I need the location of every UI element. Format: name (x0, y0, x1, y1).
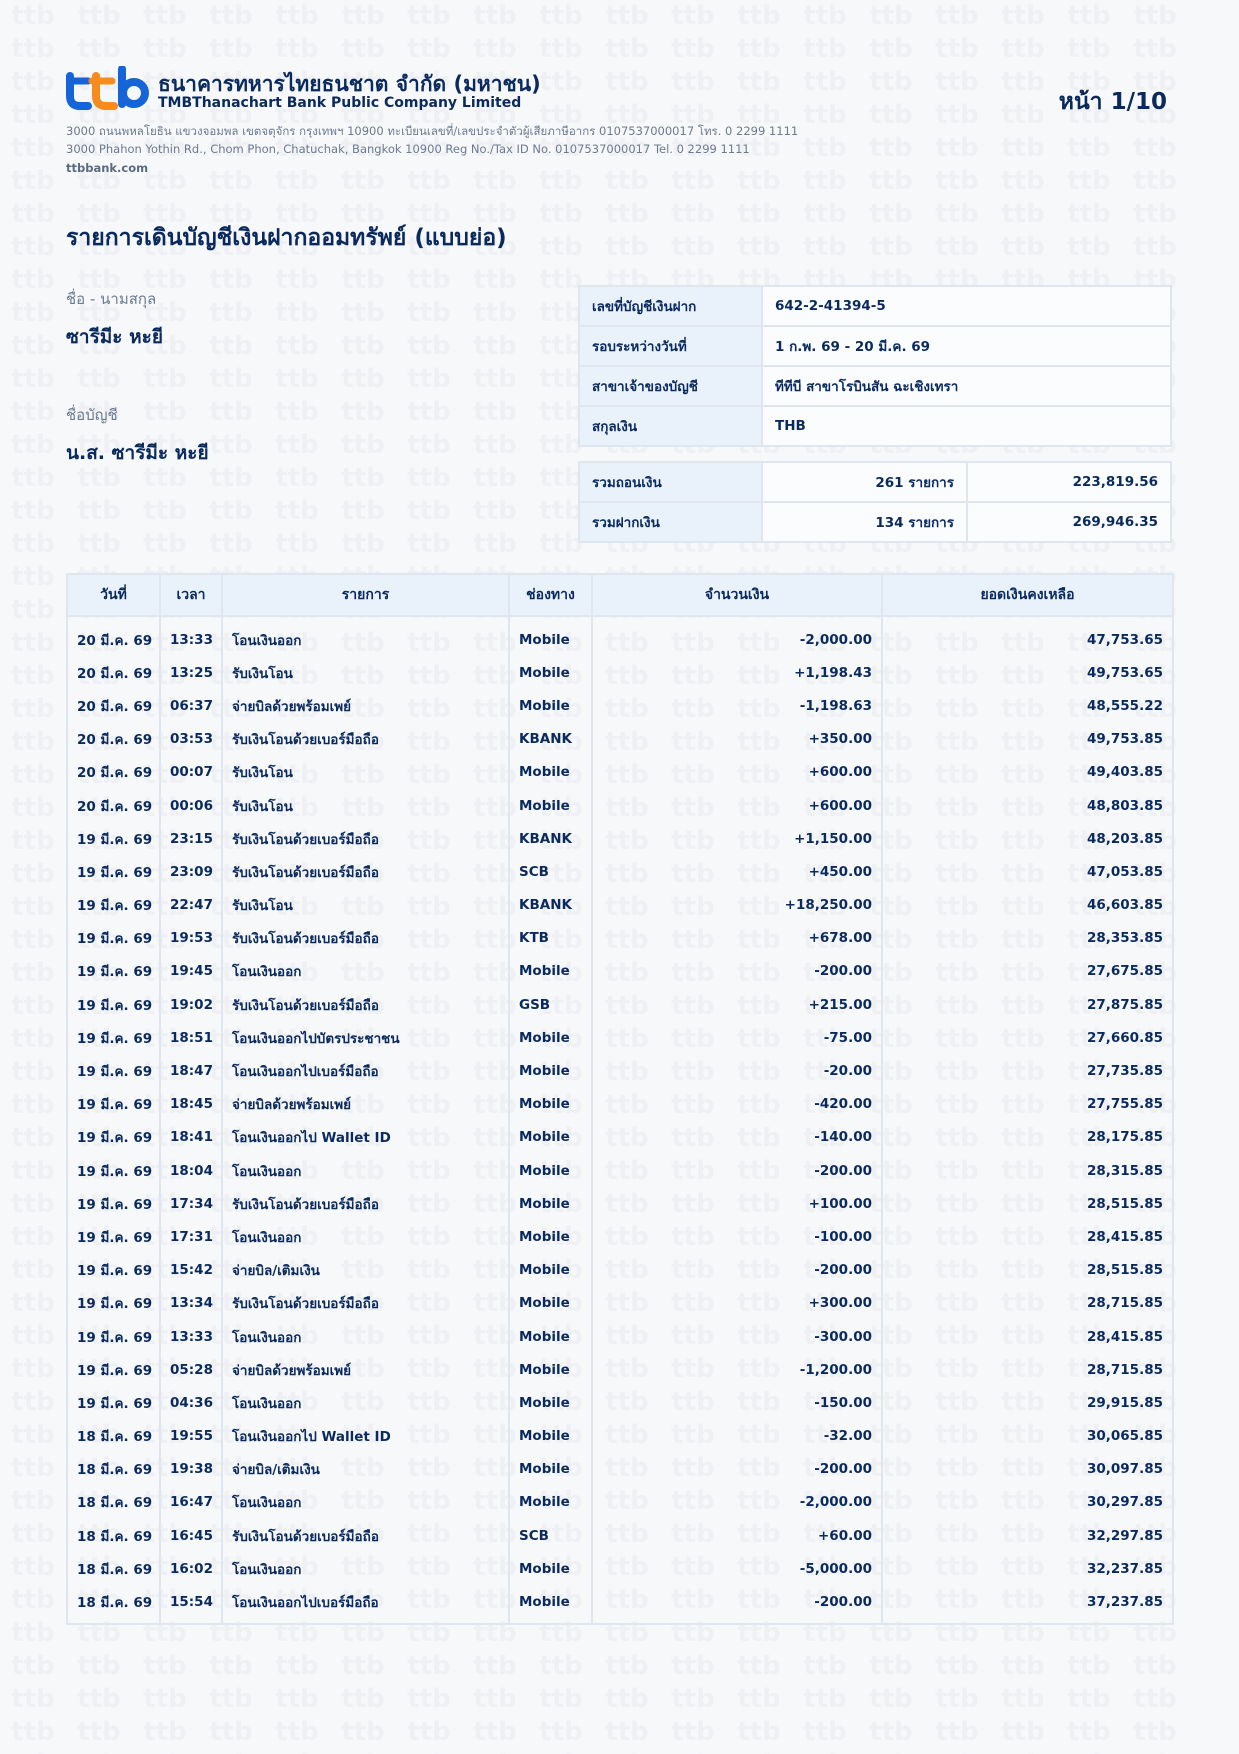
table-row (67, 1453, 1173, 1486)
account-info-row (579, 326, 1171, 366)
table-row (67, 1187, 1173, 1220)
deposit-summary-row (579, 502, 1171, 542)
date-cell: 18 มี.ค. 69 (67, 1420, 160, 1453)
table-row (67, 822, 1173, 855)
balance-cell: 28,515.85 (882, 1187, 1173, 1220)
table-row (67, 723, 1173, 756)
col-header-amount: จำนวนเงิน (592, 574, 882, 616)
balance-cell: 46,603.85 (882, 889, 1173, 922)
address-th: 3000 ถนนพหลโยธิน แขวงจอมพล เขตจตุจักร กรุงเทพฯ 10900 ทะเบียนเลขที่/เลขประจำตัวผู้เสียภาษีอากร 0107537000017 โทร. 0 2299 1111 (66, 124, 799, 138)
table-row (67, 1585, 1173, 1623)
table-row (67, 1519, 1173, 1552)
balance-cell: 49,753.85 (882, 723, 1173, 756)
amount-cell: -200.00 (592, 1453, 882, 1486)
table-row (67, 1021, 1173, 1054)
amount-cell: +100.00 (592, 1187, 882, 1220)
channel-cell: Mobile (509, 1320, 592, 1353)
time-cell: 18:04 (160, 1154, 222, 1187)
balance-cell: 47,753.65 (882, 616, 1173, 656)
date-cell: 20 มี.ค. 69 (67, 756, 160, 789)
date-cell: 20 มี.ค. 69 (67, 723, 160, 756)
col-header-channel: ช่องทาง (509, 574, 592, 616)
description-cell: จ่ายบิล/เติมเงิน (222, 1254, 509, 1287)
table-row (67, 855, 1173, 888)
table-row (67, 1386, 1173, 1419)
time-cell: 13:33 (160, 1320, 222, 1353)
amount-cell: +450.00 (592, 855, 882, 888)
channel-cell: Mobile (509, 1254, 592, 1287)
time-cell: 00:06 (160, 789, 222, 822)
time-cell: 13:25 (160, 656, 222, 689)
deposit-count: 134 รายการ (762, 502, 967, 542)
time-cell: 17:31 (160, 1220, 222, 1253)
col-header-description: รายการ (222, 574, 509, 616)
channel-cell: Mobile (509, 1220, 592, 1253)
amount-cell: +600.00 (592, 756, 882, 789)
time-cell: 18:51 (160, 1021, 222, 1054)
channel-cell: Mobile (509, 1486, 592, 1519)
balance-cell: 32,297.85 (882, 1519, 1173, 1552)
date-cell: 19 มี.ค. 69 (67, 1386, 160, 1419)
table-row (67, 1320, 1173, 1353)
date-cell: 19 มี.ค. 69 (67, 1187, 160, 1220)
description-cell: โอนเงินออก (222, 1386, 509, 1419)
balance-cell: 28,715.85 (882, 1353, 1173, 1386)
customer-name-label: ชื่อ - นามสกุล (66, 290, 157, 308)
time-cell: 06:37 (160, 689, 222, 722)
channel-cell: KTB (509, 922, 592, 955)
currency-label: สกุลเงิน (579, 406, 762, 446)
time-cell: 04:36 (160, 1386, 222, 1419)
address-en: 3000 Phahon Yothin Rd., Chom Phon, Chatuchak, Bangkok 10900 Reg No./Tax ID No. 0107537000017 Tel. 0 2299 1111 (66, 142, 750, 156)
time-cell: 03:53 (160, 723, 222, 756)
time-cell: 05:28 (160, 1353, 222, 1386)
description-cell: จ่ายบิลด้วยพร้อมเพย์ (222, 1088, 509, 1121)
balance-cell: 49,403.85 (882, 756, 1173, 789)
summary-table (578, 461, 1172, 543)
channel-cell: SCB (509, 1519, 592, 1552)
col-header-time: เวลา (160, 574, 222, 616)
time-cell: 13:34 (160, 1287, 222, 1320)
amount-cell: -75.00 (592, 1021, 882, 1054)
date-cell: 18 มี.ค. 69 (67, 1486, 160, 1519)
col-header-date: วันที่ (67, 574, 160, 616)
time-cell: 00:07 (160, 756, 222, 789)
date-cell: 19 มี.ค. 69 (67, 822, 160, 855)
time-cell: 19:55 (160, 1420, 222, 1453)
balance-cell: 28,515.85 (882, 1254, 1173, 1287)
time-cell: 23:15 (160, 822, 222, 855)
account-info-row (579, 366, 1171, 406)
amount-cell: -200.00 (592, 1254, 882, 1287)
account-name: น.ส. ซารีมีะ หะยี (66, 442, 209, 464)
amount-cell: +600.00 (592, 789, 882, 822)
bank-name-th: ธนาคารทหารไทยธนชาต จำกัด (มหาชน) (158, 72, 541, 96)
balance-cell: 28,415.85 (882, 1220, 1173, 1253)
amount-cell: +215.00 (592, 988, 882, 1021)
bank-website: ttbbank.com (66, 161, 149, 175)
channel-cell: Mobile (509, 1552, 592, 1585)
description-cell: รับเงินโอนด้วยเบอร์มือถือ (222, 855, 509, 888)
transactions-header-row (67, 574, 1173, 616)
account-info-table (578, 285, 1172, 447)
col-header-balance: ยอดเงินคงเหลือ (882, 574, 1173, 616)
time-cell: 19:53 (160, 922, 222, 955)
table-row (67, 1088, 1173, 1121)
amount-cell: +678.00 (592, 922, 882, 955)
balance-cell: 49,753.65 (882, 656, 1173, 689)
balance-cell: 29,915.85 (882, 1386, 1173, 1419)
bank-name-en: TMBThanachart Bank Public Company Limited (158, 95, 522, 111)
channel-cell: Mobile (509, 1021, 592, 1054)
channel-cell: Mobile (509, 1054, 592, 1087)
channel-cell: Mobile (509, 1187, 592, 1220)
date-cell: 19 มี.ค. 69 (67, 988, 160, 1021)
amount-cell: -1,198.63 (592, 689, 882, 722)
deposit-amount: 269,946.35 (967, 502, 1171, 542)
channel-cell: Mobile (509, 1121, 592, 1154)
channel-cell: Mobile (509, 1353, 592, 1386)
balance-cell: 27,755.85 (882, 1088, 1173, 1121)
document-title: รายการเดินบัญชีเงินฝากออมทรัพย์ (แบบย่อ) (66, 225, 507, 251)
balance-cell: 48,803.85 (882, 789, 1173, 822)
date-cell: 20 มี.ค. 69 (67, 656, 160, 689)
channel-cell: KBANK (509, 822, 592, 855)
account-info-row (579, 286, 1171, 326)
time-cell: 19:38 (160, 1453, 222, 1486)
table-row (67, 1552, 1173, 1585)
balance-cell: 27,675.85 (882, 955, 1173, 988)
amount-cell: -300.00 (592, 1320, 882, 1353)
amount-cell: -150.00 (592, 1386, 882, 1419)
date-cell: 19 มี.ค. 69 (67, 855, 160, 888)
description-cell: รับเงินโอน (222, 756, 509, 789)
date-cell: 19 มี.ค. 69 (67, 1254, 160, 1287)
channel-cell: Mobile (509, 1154, 592, 1187)
time-cell: 15:42 (160, 1254, 222, 1287)
time-cell: 23:09 (160, 855, 222, 888)
amount-cell: -200.00 (592, 1154, 882, 1187)
page-indicator: หน้า 1/10 (1058, 89, 1167, 115)
amount-cell: +1,198.43 (592, 656, 882, 689)
date-cell: 20 มี.ค. 69 (67, 616, 160, 656)
balance-cell: 28,415.85 (882, 1320, 1173, 1353)
time-cell: 13:33 (160, 616, 222, 656)
balance-cell: 47,053.85 (882, 855, 1173, 888)
amount-cell: +18,250.00 (592, 889, 882, 922)
balance-cell: 30,065.85 (882, 1420, 1173, 1453)
date-cell: 19 มี.ค. 69 (67, 1287, 160, 1320)
table-row (67, 789, 1173, 822)
balance-cell: 48,555.22 (882, 689, 1173, 722)
table-row (67, 1154, 1173, 1187)
amount-cell: -200.00 (592, 1585, 882, 1623)
description-cell: รับเงินโอนด้วยเบอร์มือถือ (222, 1519, 509, 1552)
table-row (67, 1486, 1173, 1519)
description-cell: รับเงินโอนด้วยเบอร์มือถือ (222, 822, 509, 855)
description-cell: โอนเงินออก (222, 1220, 509, 1253)
balance-cell: 30,297.85 (882, 1486, 1173, 1519)
account-name-label: ชื่อบัญชี (66, 406, 118, 424)
description-cell: รับเงินโอน (222, 656, 509, 689)
description-cell: โอนเงินออกไปบัตรประชาชน (222, 1021, 509, 1054)
balance-cell: 32,237.85 (882, 1552, 1173, 1585)
amount-cell: -2,000.00 (592, 616, 882, 656)
ttb-logo-icon (66, 66, 150, 110)
amount-cell: +300.00 (592, 1287, 882, 1320)
amount-cell: +1,150.00 (592, 822, 882, 855)
description-cell: โอนเงินออก (222, 1552, 509, 1585)
date-cell: 19 มี.ค. 69 (67, 1320, 160, 1353)
date-cell: 19 มี.ค. 69 (67, 1021, 160, 1054)
time-cell: 17:34 (160, 1187, 222, 1220)
channel-cell: Mobile (509, 756, 592, 789)
table-row (67, 689, 1173, 722)
period-value: 1 ก.พ. 69 - 20 มี.ค. 69 (762, 326, 1171, 366)
description-cell: โอนเงินออกไปเบอร์มือถือ (222, 1054, 509, 1087)
table-row (67, 988, 1173, 1021)
amount-cell: -1,200.00 (592, 1353, 882, 1386)
balance-cell: 37,237.85 (882, 1585, 1173, 1623)
date-cell: 19 มี.ค. 69 (67, 1353, 160, 1386)
description-cell: รับเงินโอน (222, 789, 509, 822)
description-cell: โอนเงินออก (222, 1320, 509, 1353)
channel-cell: Mobile (509, 1287, 592, 1320)
time-cell: 16:02 (160, 1552, 222, 1585)
description-cell: จ่ายบิลด้วยพร้อมเพย์ (222, 1353, 509, 1386)
balance-cell: 27,875.85 (882, 988, 1173, 1021)
table-row (67, 922, 1173, 955)
date-cell: 18 มี.ค. 69 (67, 1552, 160, 1585)
table-row (67, 1353, 1173, 1386)
description-cell: โอนเงินออก (222, 955, 509, 988)
date-cell: 19 มี.ค. 69 (67, 922, 160, 955)
currency-value: THB (762, 406, 1171, 446)
table-row (67, 1121, 1173, 1154)
balance-cell: 28,315.85 (882, 1154, 1173, 1187)
description-cell: รับเงินโอนด้วยเบอร์มือถือ (222, 988, 509, 1021)
amount-cell: -2,000.00 (592, 1486, 882, 1519)
date-cell: 18 มี.ค. 69 (67, 1519, 160, 1552)
description-cell: จ่ายบิล/เติมเงิน (222, 1453, 509, 1486)
description-cell: รับเงินโอนด้วยเบอร์มือถือ (222, 1187, 509, 1220)
amount-cell: -20.00 (592, 1054, 882, 1087)
time-cell: 16:47 (160, 1486, 222, 1519)
balance-cell: 27,735.85 (882, 1054, 1173, 1087)
date-cell: 18 มี.ค. 69 (67, 1585, 160, 1623)
account-number-label: เลขที่บัญชีเงินฝาก (579, 286, 762, 326)
time-cell: 16:45 (160, 1519, 222, 1552)
channel-cell: GSB (509, 988, 592, 1021)
balance-cell: 27,660.85 (882, 1021, 1173, 1054)
description-cell: โอนเงินออกไปเบอร์มือถือ (222, 1585, 509, 1623)
description-cell: รับเงินโอนด้วยเบอร์มือถือ (222, 922, 509, 955)
withdrawal-amount: 223,819.56 (967, 462, 1171, 502)
amount-cell: -32.00 (592, 1420, 882, 1453)
date-cell: 20 มี.ค. 69 (67, 789, 160, 822)
table-row (67, 1054, 1173, 1087)
balance-cell: 28,353.85 (882, 922, 1173, 955)
balance-cell: 28,715.85 (882, 1287, 1173, 1320)
date-cell: 19 มี.ค. 69 (67, 1054, 160, 1087)
time-cell: 18:41 (160, 1121, 222, 1154)
channel-cell: Mobile (509, 1453, 592, 1486)
customer-name: ซารีมีะ หะยี (66, 326, 163, 348)
date-cell: 20 มี.ค. 69 (67, 689, 160, 722)
time-cell: 18:47 (160, 1054, 222, 1087)
branch-value: ทีทีบี สาขาโรบินสัน ฉะเชิงเทรา (762, 366, 1171, 406)
table-row (67, 616, 1173, 656)
time-cell: 18:45 (160, 1088, 222, 1121)
date-cell: 19 มี.ค. 69 (67, 1154, 160, 1187)
table-row (67, 1420, 1173, 1453)
channel-cell: KBANK (509, 889, 592, 922)
channel-cell: Mobile (509, 616, 592, 656)
description-cell: โอนเงินออก (222, 616, 509, 656)
channel-cell: Mobile (509, 1420, 592, 1453)
amount-cell: +350.00 (592, 723, 882, 756)
branch-label: สาขาเจ้าของบัญชี (579, 366, 762, 406)
table-row (67, 955, 1173, 988)
table-row (67, 1220, 1173, 1253)
transactions-table (66, 573, 1174, 1625)
amount-cell: -5,000.00 (592, 1552, 882, 1585)
amount-cell: -200.00 (592, 955, 882, 988)
channel-cell: Mobile (509, 656, 592, 689)
account-info-row (579, 406, 1171, 446)
date-cell: 19 มี.ค. 69 (67, 1220, 160, 1253)
time-cell: 15:54 (160, 1585, 222, 1623)
period-label: รอบระหว่างวันที่ (579, 326, 762, 366)
table-row (67, 1287, 1173, 1320)
description-cell: โอนเงินออก (222, 1154, 509, 1187)
description-cell: รับเงินโอนด้วยเบอร์มือถือ (222, 1287, 509, 1320)
amount-cell: -140.00 (592, 1121, 882, 1154)
balance-cell: 28,175.85 (882, 1121, 1173, 1154)
date-cell: 19 มี.ค. 69 (67, 889, 160, 922)
description-cell: โอนเงินออกไป Wallet ID (222, 1420, 509, 1453)
time-cell: 19:02 (160, 988, 222, 1021)
time-cell: 22:47 (160, 889, 222, 922)
table-row (67, 889, 1173, 922)
channel-cell: Mobile (509, 1088, 592, 1121)
amount-cell: -420.00 (592, 1088, 882, 1121)
channel-cell: KBANK (509, 723, 592, 756)
table-row (67, 1254, 1173, 1287)
date-cell: 19 มี.ค. 69 (67, 1088, 160, 1121)
description-cell: รับเงินโอนด้วยเบอร์มือถือ (222, 723, 509, 756)
amount-cell: -100.00 (592, 1220, 882, 1253)
withdrawal-summary-row (579, 462, 1171, 502)
amount-cell: +60.00 (592, 1519, 882, 1552)
balance-cell: 30,097.85 (882, 1453, 1173, 1486)
date-cell: 18 มี.ค. 69 (67, 1453, 160, 1486)
channel-cell: Mobile (509, 1585, 592, 1623)
transactions-body (67, 616, 1173, 1624)
channel-cell: Mobile (509, 1386, 592, 1419)
table-row (67, 656, 1173, 689)
channel-cell: SCB (509, 855, 592, 888)
date-cell: 19 มี.ค. 69 (67, 955, 160, 988)
account-number-value: 642-2-41394-5 (762, 286, 1171, 326)
channel-cell: Mobile (509, 955, 592, 988)
channel-cell: Mobile (509, 689, 592, 722)
description-cell: รับเงินโอน (222, 889, 509, 922)
description-cell: โอนเงินออก (222, 1486, 509, 1519)
channel-cell: Mobile (509, 789, 592, 822)
table-row (67, 756, 1173, 789)
description-cell: โอนเงินออกไป Wallet ID (222, 1121, 509, 1154)
withdrawal-total-label: รวมถอนเงิน (579, 462, 762, 502)
description-cell: จ่ายบิลด้วยพร้อมเพย์ (222, 689, 509, 722)
date-cell: 19 มี.ค. 69 (67, 1121, 160, 1154)
deposit-total-label: รวมฝากเงิน (579, 502, 762, 542)
time-cell: 19:45 (160, 955, 222, 988)
balance-cell: 48,203.85 (882, 822, 1173, 855)
withdrawal-count: 261 รายการ (762, 462, 967, 502)
